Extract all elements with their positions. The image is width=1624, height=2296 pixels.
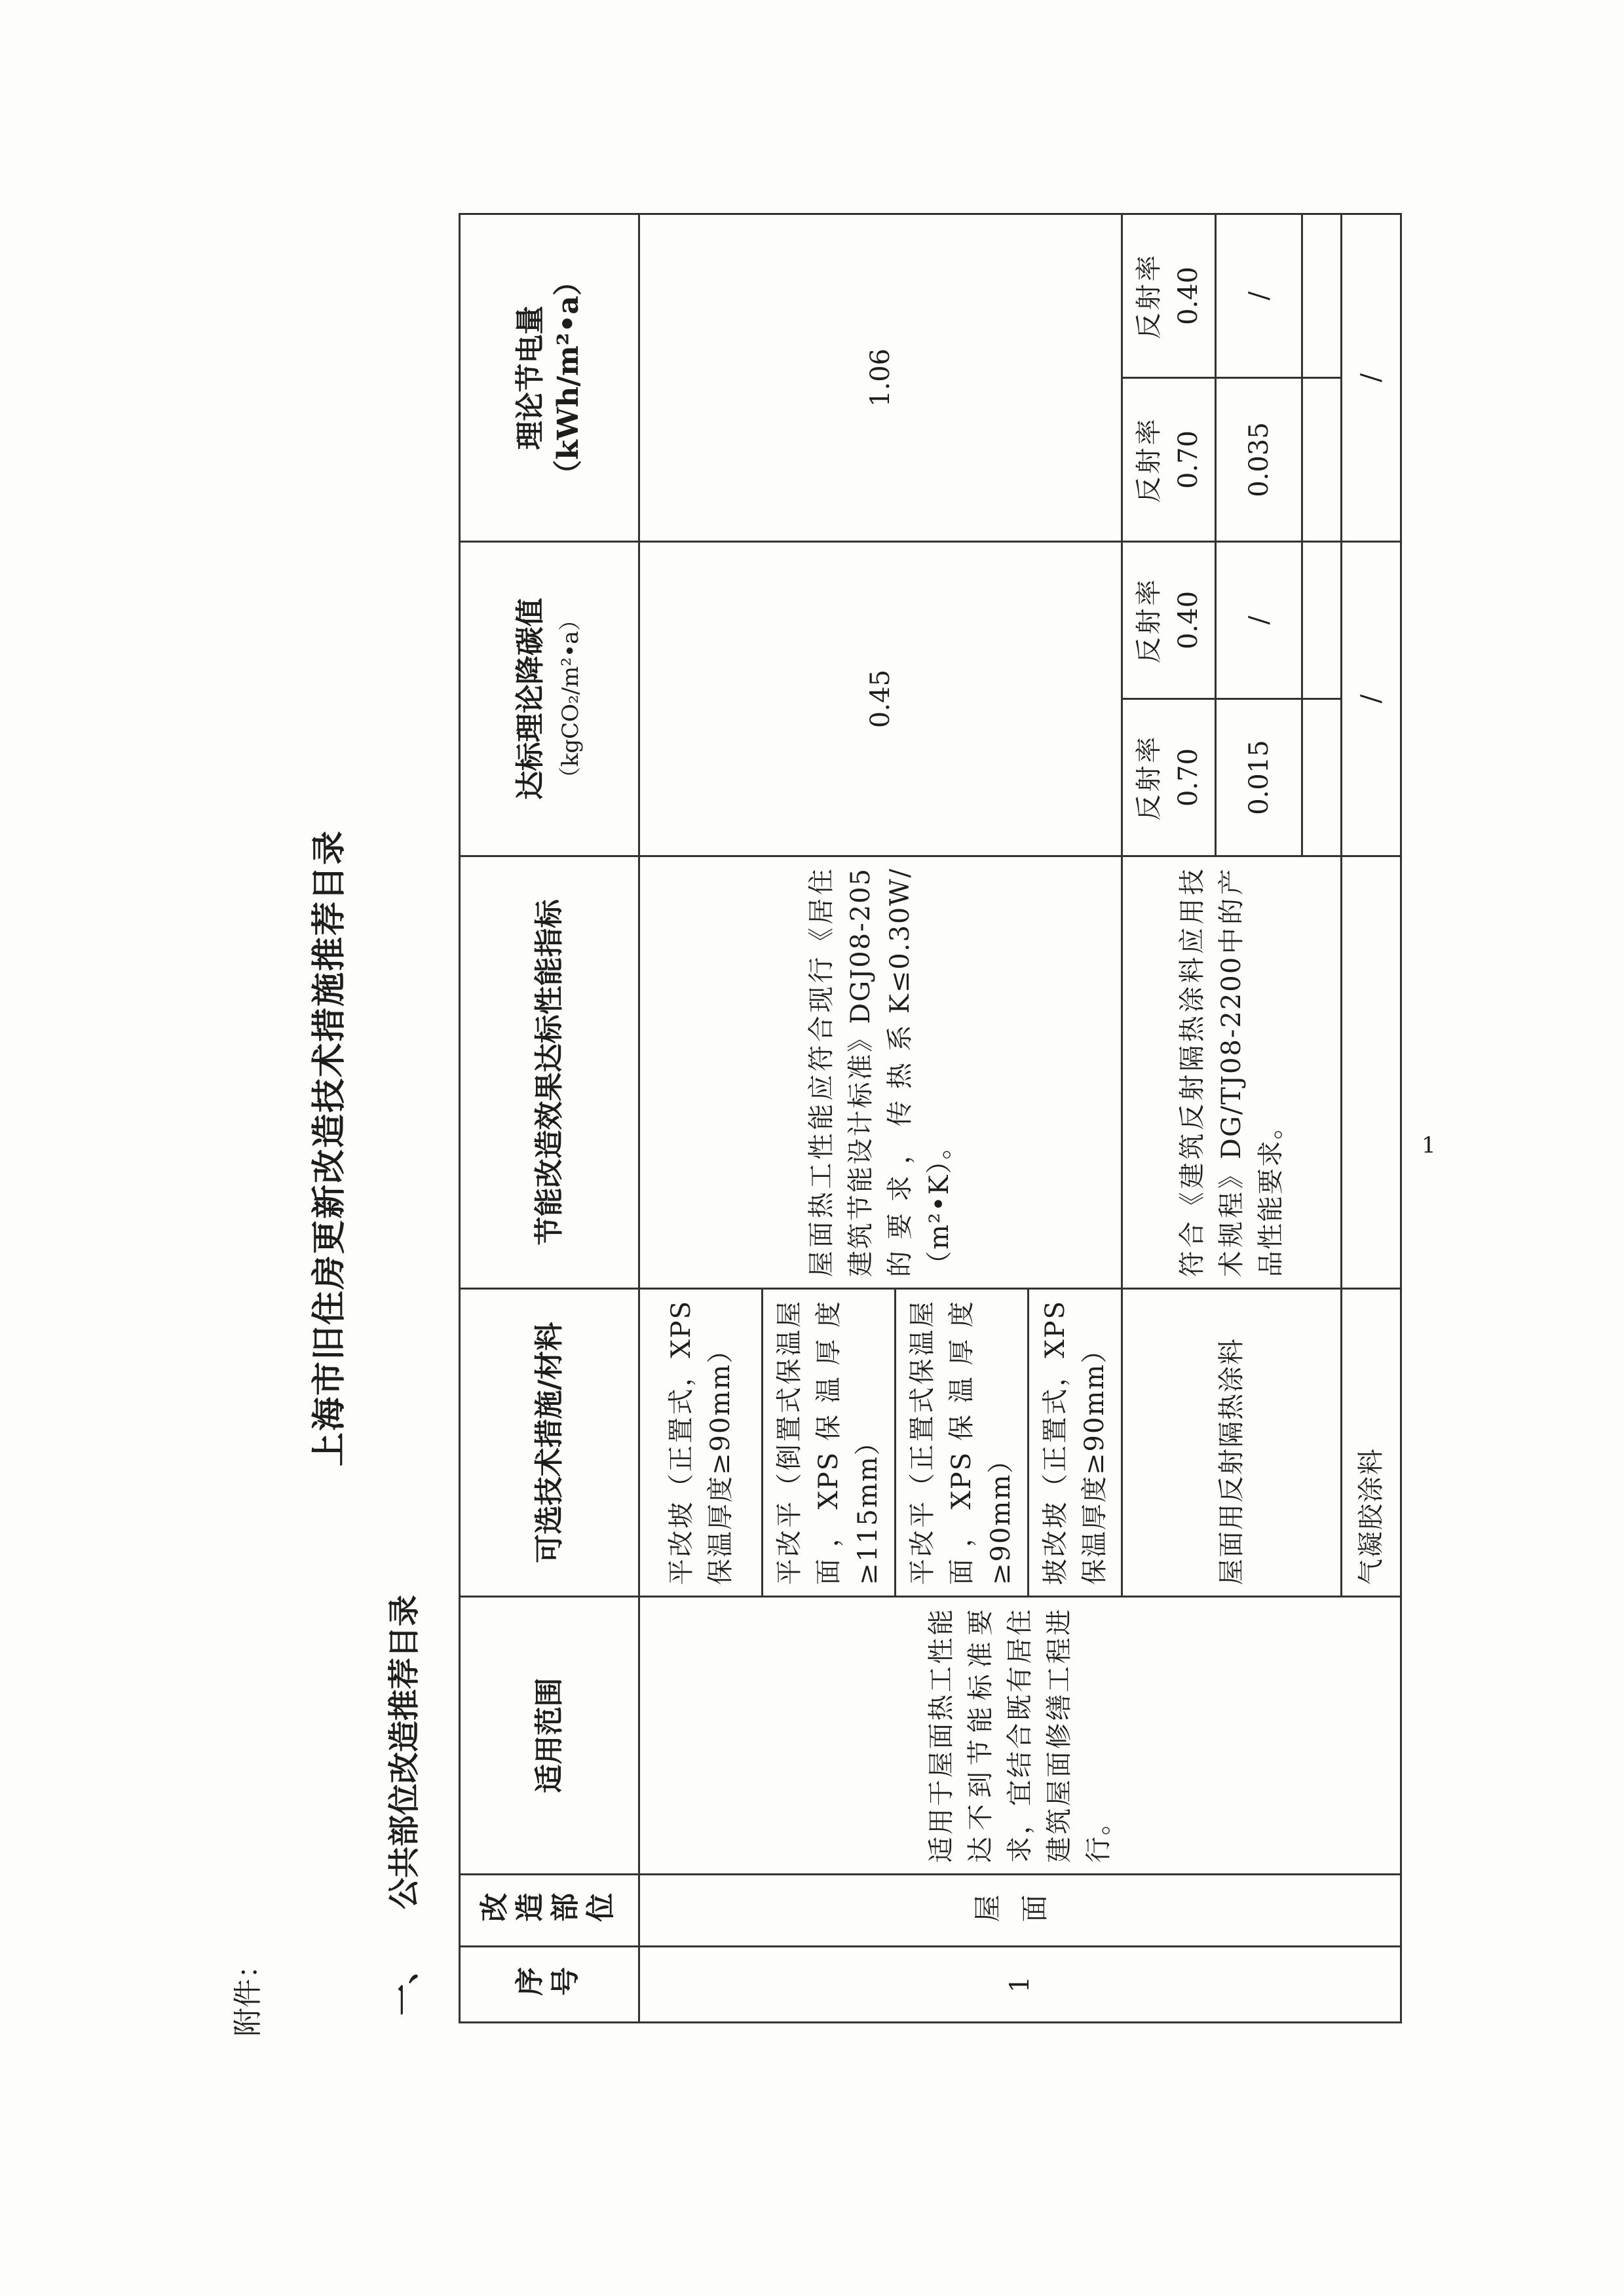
header-electricity: 理论节电量（kWh/m²•a） — [460, 214, 639, 541]
carbon-5-spacer — [1302, 699, 1342, 856]
measure-1: 平改坡（正置式，XPS保温厚度≥90mm） — [639, 1289, 763, 1597]
row-part: 屋面 — [639, 1875, 1401, 1947]
measure-3: 平改平（正置式保温屋面，XPS保温厚度≥90mm） — [896, 1289, 1029, 1597]
performance-1: 屋面热工性能应符合现行《居住建筑节能设计标准》DGJ08-205的要求，传热系K≤0.30W/（m²•K）。 — [639, 856, 1122, 1289]
electricity-5a: 0.035 — [1216, 378, 1302, 542]
carbon-5a: 0.015 — [1216, 699, 1302, 856]
carbon-reflect-a: 反射率 0.70 — [1122, 699, 1216, 856]
header-carbon: 达标理论降碳值 （kgCO₂/m²•a） — [460, 542, 639, 856]
measure-2: 平改平（倒置式保温屋面，XPS保温厚度≥115mm） — [763, 1289, 896, 1597]
attachment-label: 附件： — [231, 1950, 265, 2037]
measure-5: 屋面用反射隔热涂料 — [1122, 1289, 1342, 1597]
row-seq: 1 — [639, 1947, 1401, 2023]
section-heading — [379, 1595, 424, 2016]
performance-6 — [1342, 856, 1401, 1289]
carbon-5-spacer — [1302, 542, 1342, 699]
electricity-reflect-b: 反射率 0.40 — [1122, 214, 1216, 377]
electricity-value-1: 1.06 — [639, 214, 1122, 541]
electricity-6: / — [1342, 214, 1401, 541]
header-scope: 适用范围 — [460, 1597, 639, 1875]
measure-4: 坡改坡（正置式，XPS保温厚度≥90mm） — [1029, 1289, 1122, 1597]
header-carbon-unit: （kgCO₂/m²•a） — [557, 608, 584, 790]
electricity-5b: / — [1216, 214, 1302, 377]
header-performance: 节能改造效果达标性能指标 — [460, 856, 639, 1289]
header-part: 改造部位 — [460, 1875, 639, 1947]
table-row — [639, 214, 763, 2022]
carbon-5b: / — [1216, 542, 1302, 699]
measures-table — [459, 213, 1402, 2023]
carbon-value-1: 0.45 — [639, 542, 1122, 856]
header-seq: 序号 — [460, 1947, 639, 2023]
carbon-reflect-b: 反射率 0.40 — [1122, 542, 1216, 699]
measure-6: 气凝胶涂料 — [1342, 1289, 1401, 1597]
section-number: 一、 — [386, 1952, 423, 2016]
section-title: 公共部位改造推荐目录 — [386, 1594, 423, 1909]
table-header-row — [460, 214, 639, 2022]
electricity-reflect-a: 反射率 0.70 — [1122, 378, 1216, 542]
electricity-5-spacer — [1302, 214, 1342, 377]
document-title: 上海市旧住房更新改造技术措施推荐目录 — [309, 830, 349, 1467]
row-scope: 适用于屋面热工性能达不到节能标准要求，宜结合既有居住建筑屋面修缮工程进行。 — [639, 1597, 1401, 1875]
electricity-5-spacer — [1302, 378, 1342, 542]
header-measures: 可选技术措施/材料 — [460, 1289, 639, 1597]
carbon-6: / — [1342, 542, 1401, 856]
performance-5: 符合《建筑反射隔热涂料应用技术规程》DG/TJ08-2200中的产品性能要求。 — [1122, 856, 1342, 1289]
page-number: 1 — [1422, 1132, 1436, 1158]
